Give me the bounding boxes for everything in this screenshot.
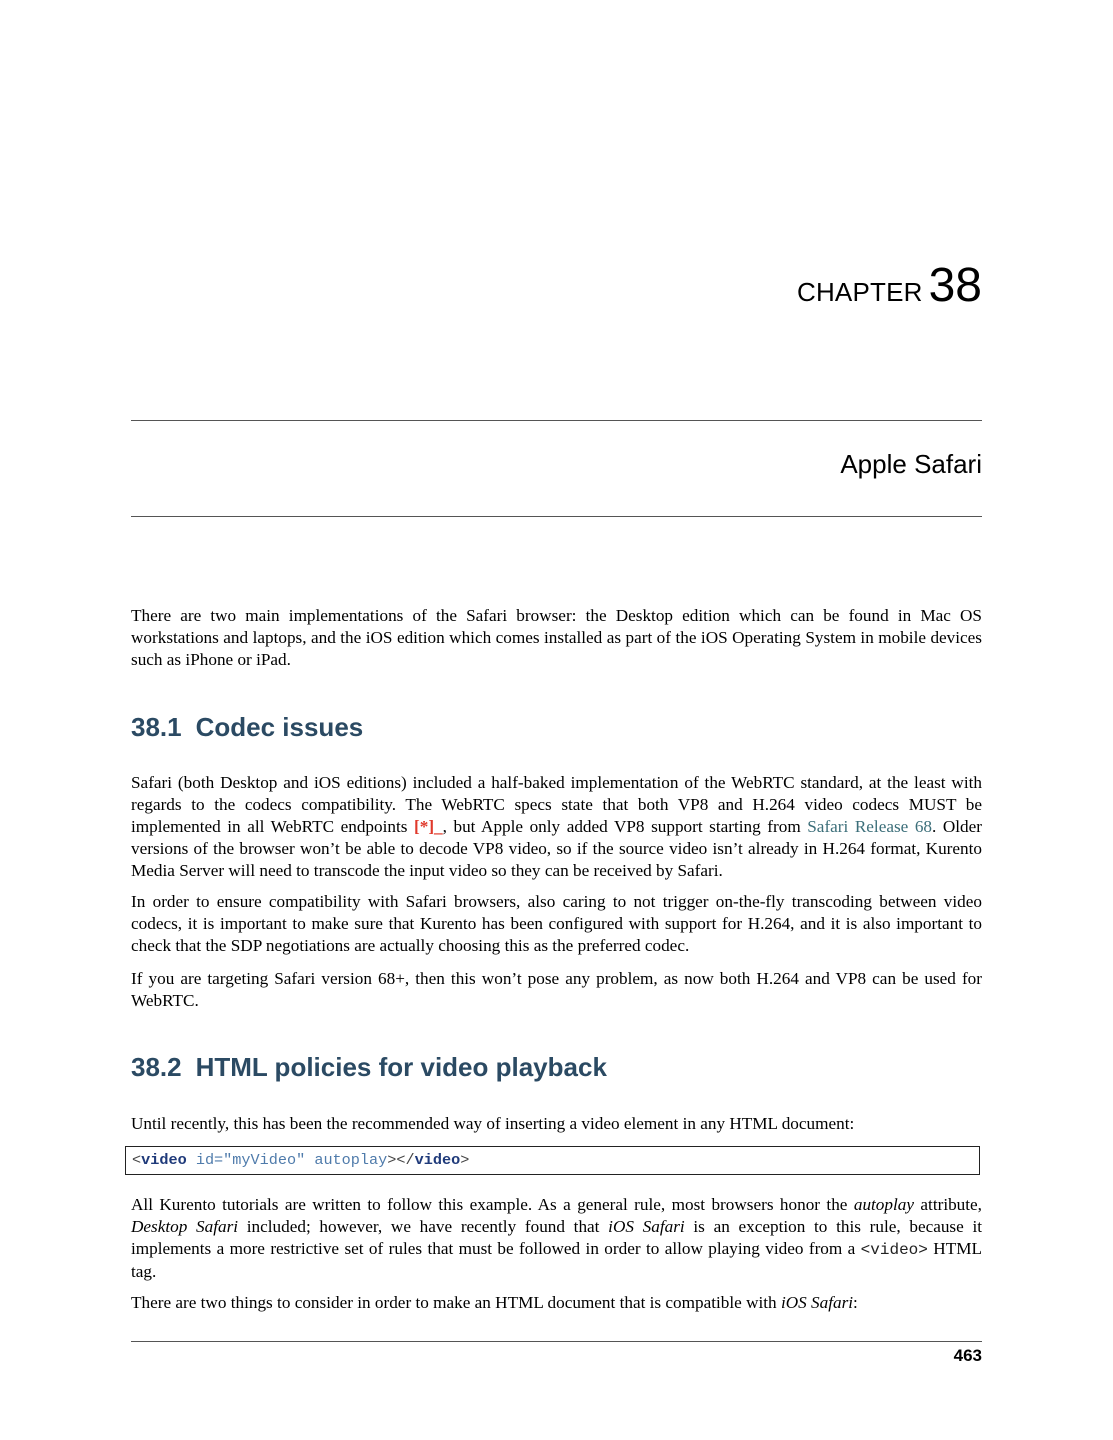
section-heading-codec-issues [131, 712, 363, 742]
document-page [131, 0, 982, 1440]
html-policies-paragraph-3 [131, 1292, 982, 1314]
code-token: id= [195, 1151, 224, 1169]
text-run: There are two things to consider in order to make an HTML document that is compatible with [131, 1293, 781, 1312]
code-token: autoplay [314, 1151, 388, 1169]
section-heading-html-policies [131, 1052, 607, 1082]
emphasis: iOS Safari [608, 1217, 685, 1236]
section-number: 38.1 [131, 712, 182, 742]
section-title: HTML policies for video playback [195, 1052, 607, 1082]
html-policies-paragraph-2 [131, 1194, 982, 1283]
emphasis: iOS Safari [780, 1293, 854, 1312]
code-token: > [387, 1151, 397, 1169]
text-run: attribute, [914, 1195, 982, 1214]
safari-release-link[interactable]: Safari Release 68 [807, 817, 933, 836]
code-token: video [141, 1151, 187, 1169]
code-token: video [414, 1151, 461, 1169]
text-run: HTML tag. [131, 1239, 982, 1281]
emphasis: autoplay [853, 1195, 914, 1214]
section-title: Codec issues [195, 712, 364, 742]
text-run: : [853, 1293, 858, 1312]
code-block [125, 1146, 980, 1175]
page-number: 463 [953, 1346, 982, 1365]
chapter-word: CHAPTER [796, 277, 923, 307]
text-run: , but Apple only added VP8 support starting from [442, 817, 808, 836]
emphasis: Desktop Safari [131, 1217, 239, 1236]
html-policies-paragraph-1: Until recently, this has been the recommended way of inserting a video element in any HTML document: [131, 1114, 855, 1133]
chapter-title: Apple Safari [840, 449, 982, 479]
citation-reference[interactable]: [*]_ [414, 817, 443, 836]
code-token: > [460, 1151, 470, 1169]
code-token: </ [396, 1151, 415, 1169]
code-token: < [132, 1151, 142, 1169]
text-run: Safari (both Desktop and iOS editions) included a half-baked implementation of the WebRTC standard, at the least with regards to the codecs compatibility. The WebRTC specs state that both VP8 and H.264 video codecs MUST be implemented in all WebRTC endpoints [131, 773, 982, 836]
intro-paragraph: There are two main implementations of the Safari browser: the Desktop edition which can be found in Mac OS workstations and laptops, and the iOS edition which comes installed as part of the iOS Operating System in mobile devices such as iPhone or iPad. [131, 606, 982, 669]
chapter-number: 38 [928, 259, 982, 312]
codec-paragraph-2: In order to ensure compatibility with Safari browsers, also caring to not trigger on-the-fly transcoding between video codecs, it is important to make sure that Kurento has been configured with support for H.264, and it is also important to check that the SDP negotiations are actually choosing this as the preferred codec. [131, 892, 982, 955]
codec-paragraph-3: If you are targeting Safari version 68+, then this won’t pose any problem, as now both H.264 and VP8 can be used for WebRTC. [131, 969, 982, 1010]
text-run: . Older versions of the browser won’t be able to decode VP8 video, so if the source video isn’t already in H.264 format, Kurento Media Server will need to transcode the input video so they can be received by Safari. [131, 817, 982, 880]
text-run: All Kurento tutorials are written to follow this example. As a general rule, most browsers honor the [131, 1195, 854, 1214]
inline-code: <video> [860, 1241, 928, 1259]
text-run: is an exception to this rule, because it implements a more restrictive set of rules that must be followed in order to allow playing video from a [131, 1217, 982, 1258]
footer-rule [131, 1341, 982, 1342]
chapter-label [796, 259, 982, 312]
code-token: "myVideo" [223, 1151, 306, 1169]
codec-paragraph-1 [131, 772, 982, 882]
text-run: included; however, we have recently found that [238, 1217, 609, 1236]
title-rule-top [131, 420, 982, 421]
title-rule-bottom [131, 516, 982, 517]
section-number: 38.2 [131, 1052, 182, 1082]
